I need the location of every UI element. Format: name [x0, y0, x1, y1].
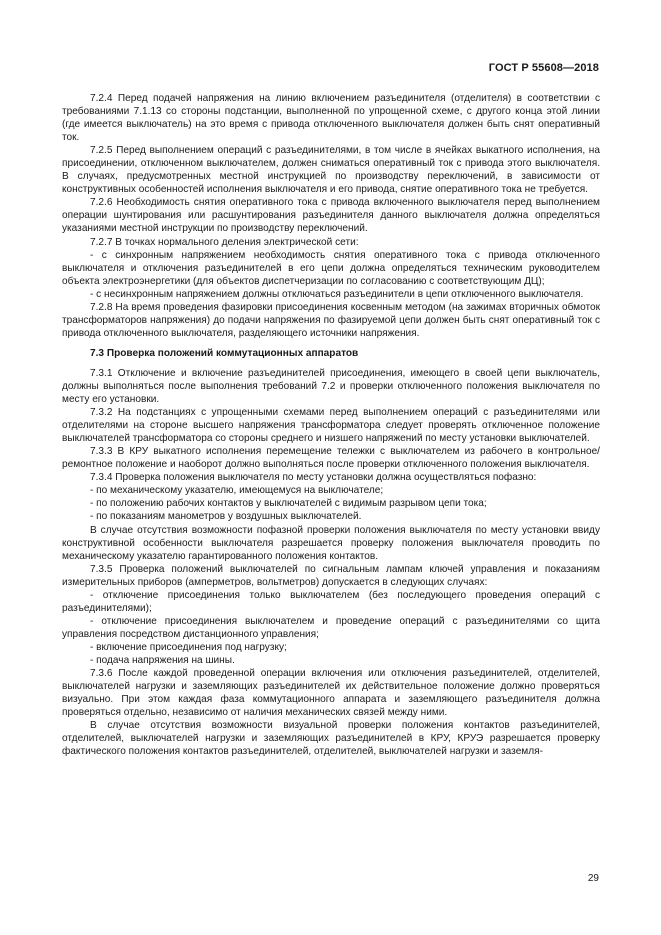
list-item: - отключение присоединения только выключателем (без последующего проведения операций с разъединителями); [62, 589, 600, 614]
list-item: - по показаниям манометров у воздушных выключателей. [90, 511, 362, 523]
paragraph: В случае отсутствия возможности пофазной проверки положения выключателя по месту установки ввиду конструктивной особенности выключателя разрешается проверку положения выключателя проводить по механическому указателю гарантированного положения контактов. [62, 524, 600, 562]
paragraph-7-2-4: 7.2.4 Перед подачей напряжения на линию включением разъединителя (отделителя) в соответствии с требованиями 7.1.13 со стороны подстанции, выполненной по упрощенной схеме, с другого конца этой линии (где имеется выключатель) на это время с привода отключенного выключателя должен быть снят оперативный ток. [62, 93, 600, 144]
paragraph-7-2-6: 7.2.6 Необходимость снятия оперативного тока с привода включенного выключателя перед выполнением операции шунтирования или расшунтирования разъединителя данного выключателя должна определяться указаниями местной инструкции по производству переключений. [62, 197, 600, 235]
paragraph-7-3-2: 7.3.2 На подстанциях с упрощенными схемами перед выполнением операций с разъединителями или отделителями на стороне высшего напряжения трансформатора следует проверять отключенное положение выключателей трансформатора со стороны среднего и низшего напряжений по месту установки выключателей. [62, 407, 600, 445]
list-item: - отключение присоединения выключателем и проведение операций с разъединителями со щита управления посредством дистанционного управления; [62, 615, 600, 640]
list-item: - по положению рабочих контактов у выключателей с видимым разрывом цепи тока; [90, 498, 487, 510]
paragraph-7-3-5: 7.3.5 Проверка положений выключателей по сигнальным лампам ключей управления и показаниям измерительных приборов (амперметров, вольтметров) допускается в следующих случаях: [62, 563, 600, 588]
paragraph-7-3-4: 7.3.4 Проверка положения выключателя по месту установки должна осуществляться пофазно: [90, 472, 537, 484]
list-item: - с несинхронным напряжением должны отключаться разъединители в цепи отключенного выключателя. [90, 288, 584, 300]
paragraph-7-3-1: 7.3.1 Отключение и включение разъединителей присоединения, имеющего в своей цепи выключатель, должны выполняться после выполнения требований 7.2 и проверки отключенного положения выключателя по месту его установки. [62, 367, 600, 406]
paragraph-7-2-5: 7.2.5 Перед выполнением операций с разъединителями, в том числе в ячейках выкатного исполнения, на присоединении, отключенном выключателем, должен сниматься оперативный ток с привода этого выключателя. В случаях, предусмотренных местной инструкцией по производству переключений, в зависимости от конструктивных особенностей исполнения выключателя и его привода, снятие оперативного тока не требуется. [62, 145, 600, 196]
document-id-header: ГОСТ Р 55608—2018 [488, 62, 599, 74]
paragraph: В случае отсутствия возможности визуальной проверки положения контактов разъединителей, отделителей, выключателей нагрузки и заземляющих разъединителей в КРУ, КРУЭ разрешается проверку фактического положения контактов разъединителей, отделителей, выключателей нагрузки и заземля- [62, 720, 600, 758]
list-item: - подача напряжения на шины. [90, 654, 235, 666]
paragraph-7-3-6: 7.3.6 После каждой проведенной операции включения или отключения разъединителей, отделителей, выключателей нагрузки и заземляющих разъединителей их действительное положение должно проверяться визуально. При этом каждая фаза коммутационного аппарата и заземляющего разъединителя должна проверяться отдельно, независимо от наличия механических связей между ними. [62, 668, 600, 719]
page-number: 29 [587, 873, 599, 884]
paragraph-7-3-3: 7.3.3 В КРУ выкатного исполнения перемещение тележки с выключателем из рабочего в контрольное/ремонтное положение и наоборот должно выполняться после проверки отключенного положения выключателя. [62, 446, 600, 471]
list-item: - по механическому указателю, имеющемуся на выключателе; [90, 485, 384, 497]
document-body [62, 92, 600, 758]
paragraph-7-2-8: 7.2.8 На время проведения фазировки присоединения косвенным методом (на зажимах вторичных обмоток трансформаторов напряжения) до подачи напряжения по фазируемой цепи должен быть снят оперативный ток с привода отключенного выключателя, разделяющего источники напряжения. [62, 301, 600, 339]
list-item: - с синхронным напряжением необходимость снятия оперативного тока с привода отключенного выключателя и отключения разъединителей в его цепи должна определяться техническим руководителем объекта электроэнергетики (для объектов диспетчеризации по согласованию с соответствующим ДЦ); [62, 249, 600, 287]
paragraph-7-2-7: 7.2.7 В точках нормального деления электрической сети: [90, 236, 359, 248]
list-item: - включение присоединения под нагрузку; [90, 641, 287, 653]
section-heading-7-3: 7.3 Проверка положений коммутационных аппаратов [90, 347, 359, 359]
